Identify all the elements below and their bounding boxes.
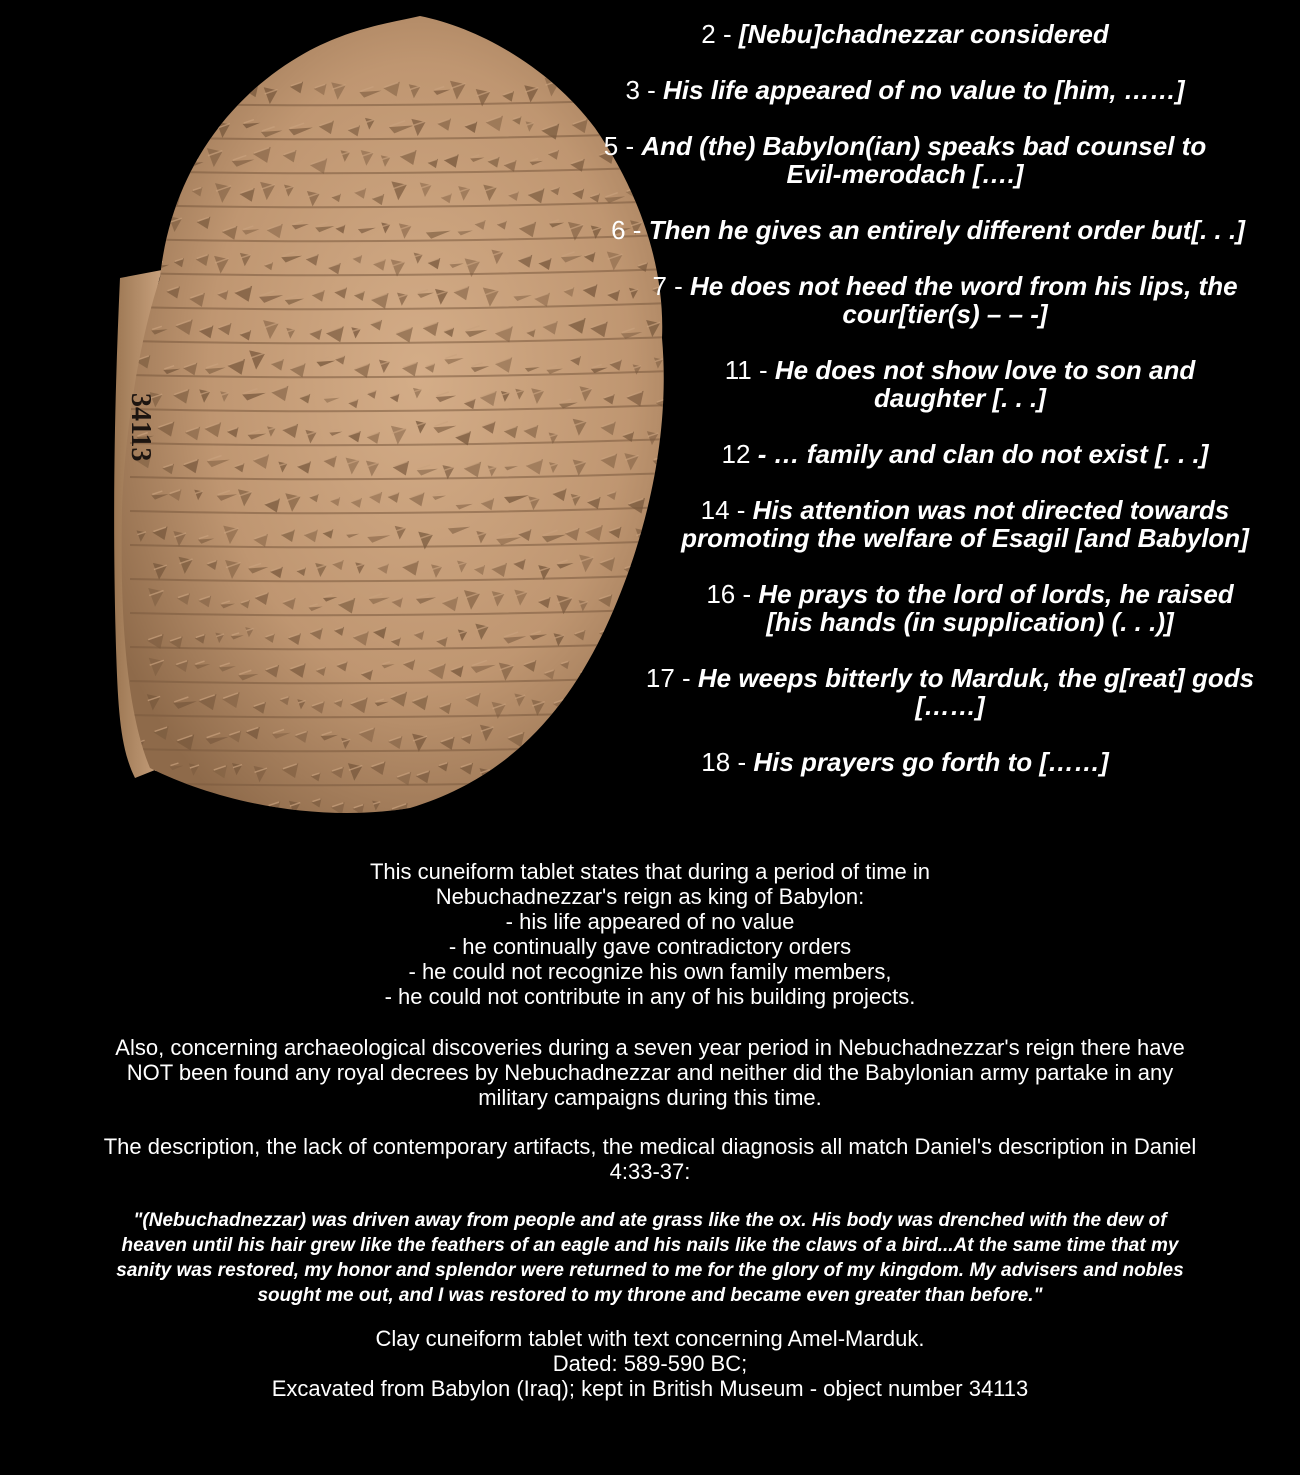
translation-line-3: 3 - His life appeared of no value to [him, ……] bbox=[625, 75, 1185, 105]
translation-line-6: 6 - Then he gives an entirely different order but[. . .] bbox=[611, 215, 1245, 245]
translation-line-16: 16 - He prays to the lord of lords, he raised [his hands (in supplication) (. . .)] bbox=[706, 579, 1234, 637]
caption-paragraph: Clay cuneiform tablet with text concerning Amel-Marduk. Dated: 589-590 BC; Excavated from Babylon (Iraq); kept in British Museum - object number 34113 bbox=[271, 1326, 1029, 1401]
cuneiform-tablet-image bbox=[50, 8, 680, 818]
archaeology-paragraph: Also, concerning archaeological discoveries during a seven year period in Nebuchadnezzar's reign there have NOT been found any royal decrees by Nebuchadnezzar and neither did the Babylonian army partake in any military campaigns during this time. bbox=[115, 1035, 1185, 1110]
translation-line-18: 18 - His prayers go forth to [……] bbox=[701, 747, 1109, 777]
translation-line-14: 14 - His attention was not directed towards promoting the welfare of Esagil [and Babylon] bbox=[681, 495, 1249, 553]
tablet-museum-number: 34113 bbox=[125, 393, 156, 462]
translation-line-2: 2 - [Nebu]chadnezzar considered bbox=[701, 19, 1109, 49]
summary-bullet: - he could not contribute in any of his building projects. bbox=[384, 984, 916, 1009]
translation-line-5: 5 - And (the) Babylon(ian) speaks bad counsel to Evil-merodach [….] bbox=[603, 131, 1207, 189]
translation-line-11: 11 - He does not show love to son and daughter [. . .] bbox=[724, 355, 1196, 413]
daniel-quote: "(Nebuchadnezzar) was driven away from people and ate grass like the ox. His body was drenched with the dew of heaven until his hair grew like the feathers of an eagle and his nails like the claws of a bird...At the same time that my sanity was restored, my honor and splendor were returned to me for the glory of my kingdom. My advisers and nobles sought me out, and I was restored to my throne and became even greater than before." bbox=[116, 1210, 1184, 1306]
translation-line-17: 17 - He weeps bitterly to Marduk, the g[reat] gods [……] bbox=[645, 663, 1255, 721]
summary-bullet: - he continually gave contradictory orders bbox=[448, 934, 852, 959]
comparison-paragraph: The description, the lack of contemporary artifacts, the medical diagnosis all match Daniel's description in Daniel 4:33-37: bbox=[103, 1134, 1197, 1184]
summary-paragraph: This cuneiform tablet states that during a period of time in Nebuchadnezzar's reign as king of Babylon: - his life appeared of no value - he continually gave contradictory orders - he could not recognize his own family members, - he could not contribute in any of his building projects. bbox=[20, 859, 1280, 1009]
translation-line-12: 12 - … family and clan do not exist [. . .] bbox=[721, 439, 1209, 469]
translation-line-7: 7 - He does not heed the word from his lips, the cour[tier(s) – – -] bbox=[652, 271, 1238, 329]
summary-bullet: - his life appeared of no value bbox=[505, 909, 795, 934]
summary-bullet: - he could not recognize his own family members, bbox=[408, 959, 892, 984]
